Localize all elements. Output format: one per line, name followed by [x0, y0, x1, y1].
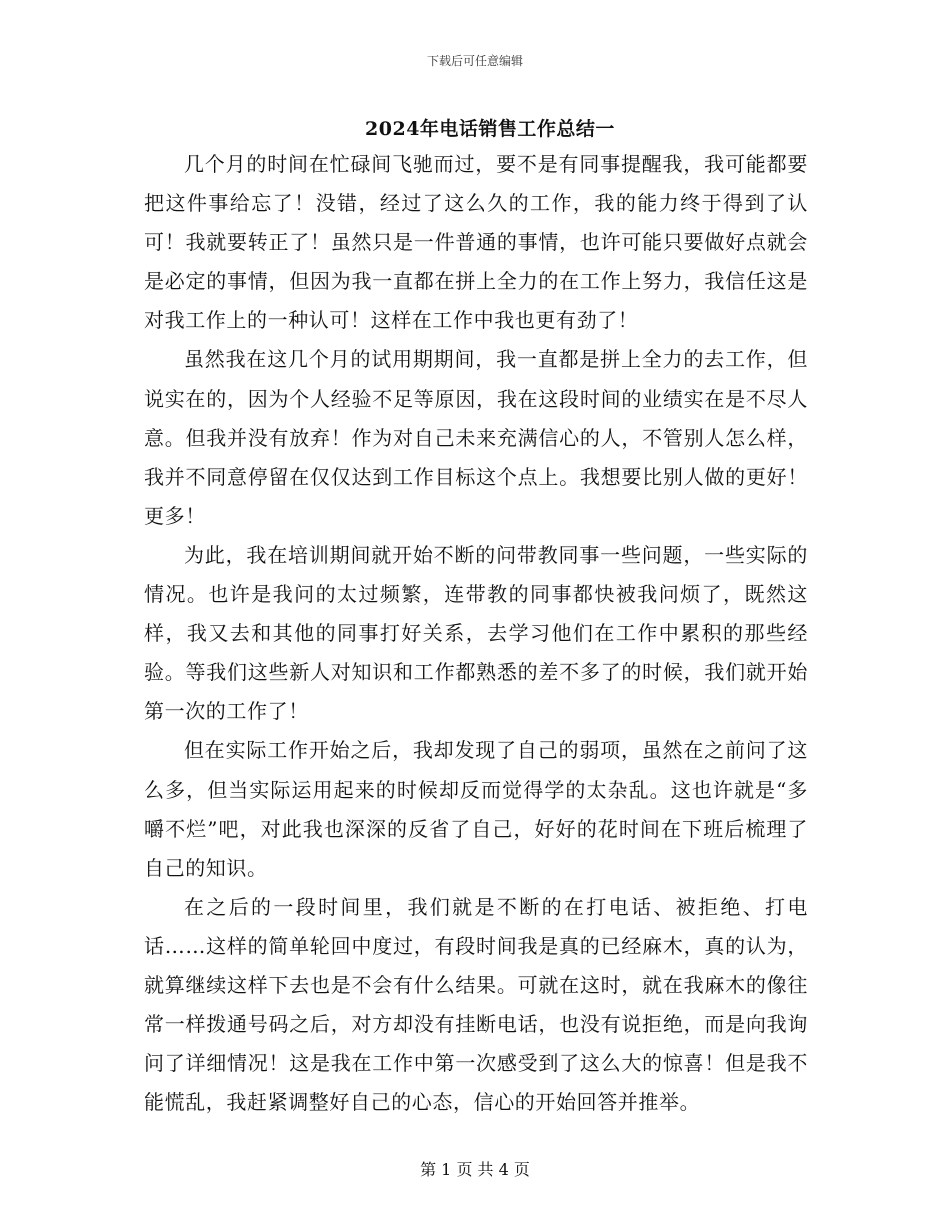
paragraph-1: 几个月的时间在忙碌间飞驰而过，要不是有同事提醒我，我可能都要把这件事给忘了！没错，经过了这么久的工作，我的能力终于得到了认可！我就要转正了！虽然只是一件普通的事情，也许可能只要做好点就会是必定的事情，但因为我一直都在拼上全力的在工作上努力，我信任这是对我工作上的一种认可！这样在工作中我也更有劲了！: [144, 152, 808, 333]
paragraph-4: 但在实际工作开始之后，我却发现了自己的弱项，虽然在之前问了这么多，但当实际运用起来的时候却反而觉得学的太杂乱。这也许就是“多嚼不烂”吧，对此我也深深的反省了自己，好好的花时间在下班后梳理了自己的知识。: [144, 738, 808, 880]
page-number: 第 1 页 共 4 页: [420, 1160, 530, 1179]
document-body: [144, 145, 808, 1122]
document-title: 2024年电话销售工作总结一: [365, 118, 615, 140]
page-header-note: 下载后可任意编辑: [426, 54, 523, 68]
paragraph-2: 虽然我在这几个月的试用期期间，我一直都是拼上全力的去工作，但说实在的，因为个人经验不足等原因，我在这段时间的业绩实在是不尽人意。但我并没有放弃！作为对自己未来充满信心的人，不管别人怎么样，我并不同意停留在仅仅达到工作目标这个点上。我想要比别人做的更好！更多！: [144, 347, 808, 528]
paragraph-3: 为此，我在培训期间就开始不断的问带教同事一些问题，一些实际的情况。也许是我问的太过频繁，连带教的同事都快被我问烦了，既然这样，我又去和其他的同事打好关系，去学习他们在工作中累积的那些经验。等我们这些新人对知识和工作都熟悉的差不多了的时候，我们就开始第一次的工作了！: [144, 542, 808, 724]
paragraph-5: 在之后的一段时间里，我们就是不断的在打电话、被拒绝、打电话……这样的简单轮回中度过，有段时间我是真的已经麻木，真的认为，就算继续这样下去也是不会有什么结果。可就在这时，就在我麻木的像往常一样拨通号码之后，对方却没有挂断电话，也没有说拒绝，而是向我询问了详细情况！这是我在工作中第一次感受到了这么大的惊喜！但是我不能慌乱，我赶紧调整好自己的心态，信心的开始回答并推举。: [144, 894, 808, 1115]
